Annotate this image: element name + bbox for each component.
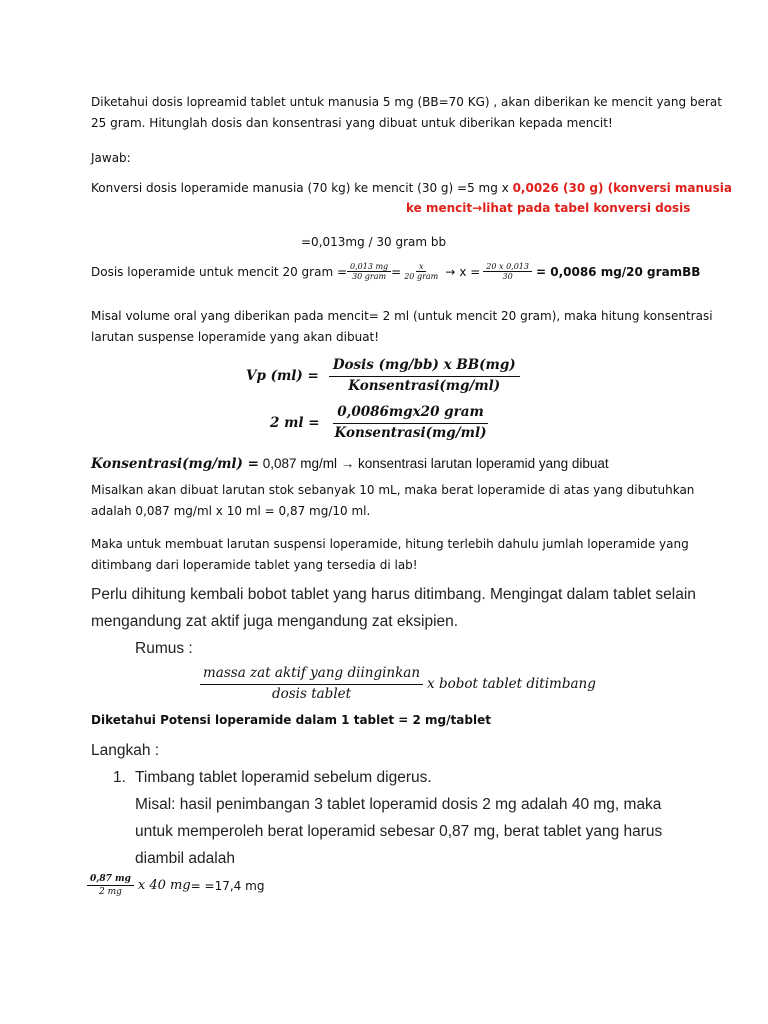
- formula-vp: [246, 358, 520, 394]
- stok-line-2: adalah 0,087 mg/ml x 10 ml = 0,87 mg/10 ml.: [91, 504, 371, 518]
- fraction-numerator: x: [416, 262, 427, 272]
- volume-line-1: Misal volume oral yang diberikan pada mencit= 2 ml (untuk mencit 20 gram), maka hitung konsentrasi: [91, 309, 713, 323]
- problem-line-1: Diketahui dosis lopreamid tablet untuk manusia 5 mg (BB=70 KG) , akan diberikan ke mencit yang berat: [91, 95, 722, 109]
- final-fraction: [87, 874, 134, 898]
- rumus-numerator: massa zat aktif yang diinginkan: [200, 666, 423, 685]
- suspensi-line-1: Maka untuk membuat larutan suspensi loperamide, hitung terlebih dahulu jumlah loperamide yang: [91, 537, 689, 551]
- konsentrasi-description: konsentrasi larutan loperamid yang dibuat: [354, 456, 609, 471]
- bobot-line-1: Perlu dihitung kembali bobot tablet yang harus ditimbang. Mengingat dalam tablet selain: [91, 586, 696, 603]
- formula-vp-fraction: [329, 358, 520, 394]
- final-numerator: 0,87 mg: [87, 874, 134, 886]
- fraction-calculation: [483, 262, 532, 281]
- step-1-text: Timbang tablet loperamid sebelum digerus.: [135, 769, 432, 786]
- conversion-text: Konversi dosis loperamide manusia (70 kg) ke mencit (30 g) =5 mg x: [91, 181, 513, 195]
- fraction-numerator: 20 x 0,013: [483, 262, 532, 272]
- formula-2ml-denominator: Konsentrasi(mg/ml): [334, 424, 487, 441]
- fraction-dose-per-30g: [347, 262, 391, 281]
- problem-line-2: 25 gram. Hitunglah dosis dan konsentrasi yang dibuat untuk diberikan kepada mencit!: [91, 116, 613, 130]
- step-1-line-4: diambil adalah: [135, 850, 235, 867]
- fraction-denominator: 30: [502, 272, 513, 282]
- step-number: 1.: [113, 769, 126, 786]
- x-equals: x =: [459, 264, 481, 279]
- konsentrasi-line: [91, 456, 609, 472]
- formula-2ml: [270, 405, 489, 441]
- konsentrasi-value: 0,087 mg/ml: [258, 456, 341, 471]
- rumus-denominator: dosis tablet: [271, 685, 352, 702]
- formula-vp-lhs: Vp (ml) =: [246, 368, 319, 385]
- arrow-icon: →: [340, 456, 355, 471]
- conversion-factor: 0,0026 (30 g) (konversi manusia: [512, 181, 732, 195]
- fraction-denominator: 30 gram: [352, 272, 387, 282]
- formula-2ml-numerator: 0,0086mgx20 gram: [333, 405, 488, 424]
- rumus-multiplier: x bobot tablet ditimbang: [427, 676, 596, 693]
- formula-vp-numerator: Dosis (mg/bb) x BB(mg): [329, 358, 520, 377]
- conversion-result: =0,013mg / 30 gram bb: [301, 235, 447, 249]
- rumus-formula: [200, 666, 596, 702]
- fraction-numerator: 0,013 mg: [347, 262, 391, 272]
- volume-line-2: larutan suspense loperamide yang akan dibuat!: [91, 330, 380, 344]
- arrow-icon: →: [445, 264, 456, 279]
- conversion-red-text-a: ke mencit: [406, 201, 473, 215]
- dose-20-label: Dosis loperamide untuk mencit 20 gram =: [91, 264, 347, 279]
- konsentrasi-lhs: Konsentrasi(mg/ml) =: [91, 456, 259, 472]
- arrow-icon: →: [472, 201, 483, 215]
- langkah-title: Langkah :: [91, 742, 160, 759]
- formula-2ml-fraction: [332, 405, 490, 441]
- rumus-fraction: [200, 666, 423, 702]
- fraction-denominator: 20 gram: [404, 272, 439, 282]
- final-result: = =17,4 mg: [190, 878, 265, 893]
- dose-20-result: = 0,0086 mg/20 gramBB: [535, 264, 701, 279]
- equals-sign: =: [391, 264, 402, 279]
- dose-20-equation: [91, 262, 700, 281]
- rumus-label: Rumus :: [135, 640, 193, 657]
- step-1-line-2: Misal: hasil penimbangan 3 tablet loperamid dosis 2 mg adalah 40 mg, maka: [135, 796, 662, 813]
- final-denominator: 2 mg: [98, 887, 122, 898]
- conversion-line-2: [406, 196, 690, 220]
- jawab-label: Jawab:: [91, 151, 131, 165]
- bobot-line-2: mengandung zat aktif juga mengandung zat eksipien.: [91, 613, 459, 630]
- final-multiplier: x 40 mg: [137, 878, 191, 894]
- formula-2ml-lhs: 2 ml =: [270, 415, 320, 432]
- conversion-red-text-b: lihat pada tabel konversi dosis: [482, 201, 691, 215]
- final-calculation: [87, 874, 264, 898]
- stok-line-1: Misalkan akan dibuat larutan stok sebanyak 10 mL, maka berat loperamide di atas yang dibutuhkan: [91, 483, 695, 497]
- fraction-x-per-20g: [401, 262, 441, 281]
- formula-vp-denominator: Konsentrasi(mg/ml): [348, 377, 501, 394]
- potensi-line: Diketahui Potensi loperamide dalam 1 tablet = 2 mg/tablet: [91, 713, 491, 727]
- step-1-line-3: untuk memperoleh berat loperamid sebesar 0,87 mg, berat tablet yang harus: [135, 823, 663, 840]
- suspensi-line-2: ditimbang dari loperamide tablet yang tersedia di lab!: [91, 558, 418, 572]
